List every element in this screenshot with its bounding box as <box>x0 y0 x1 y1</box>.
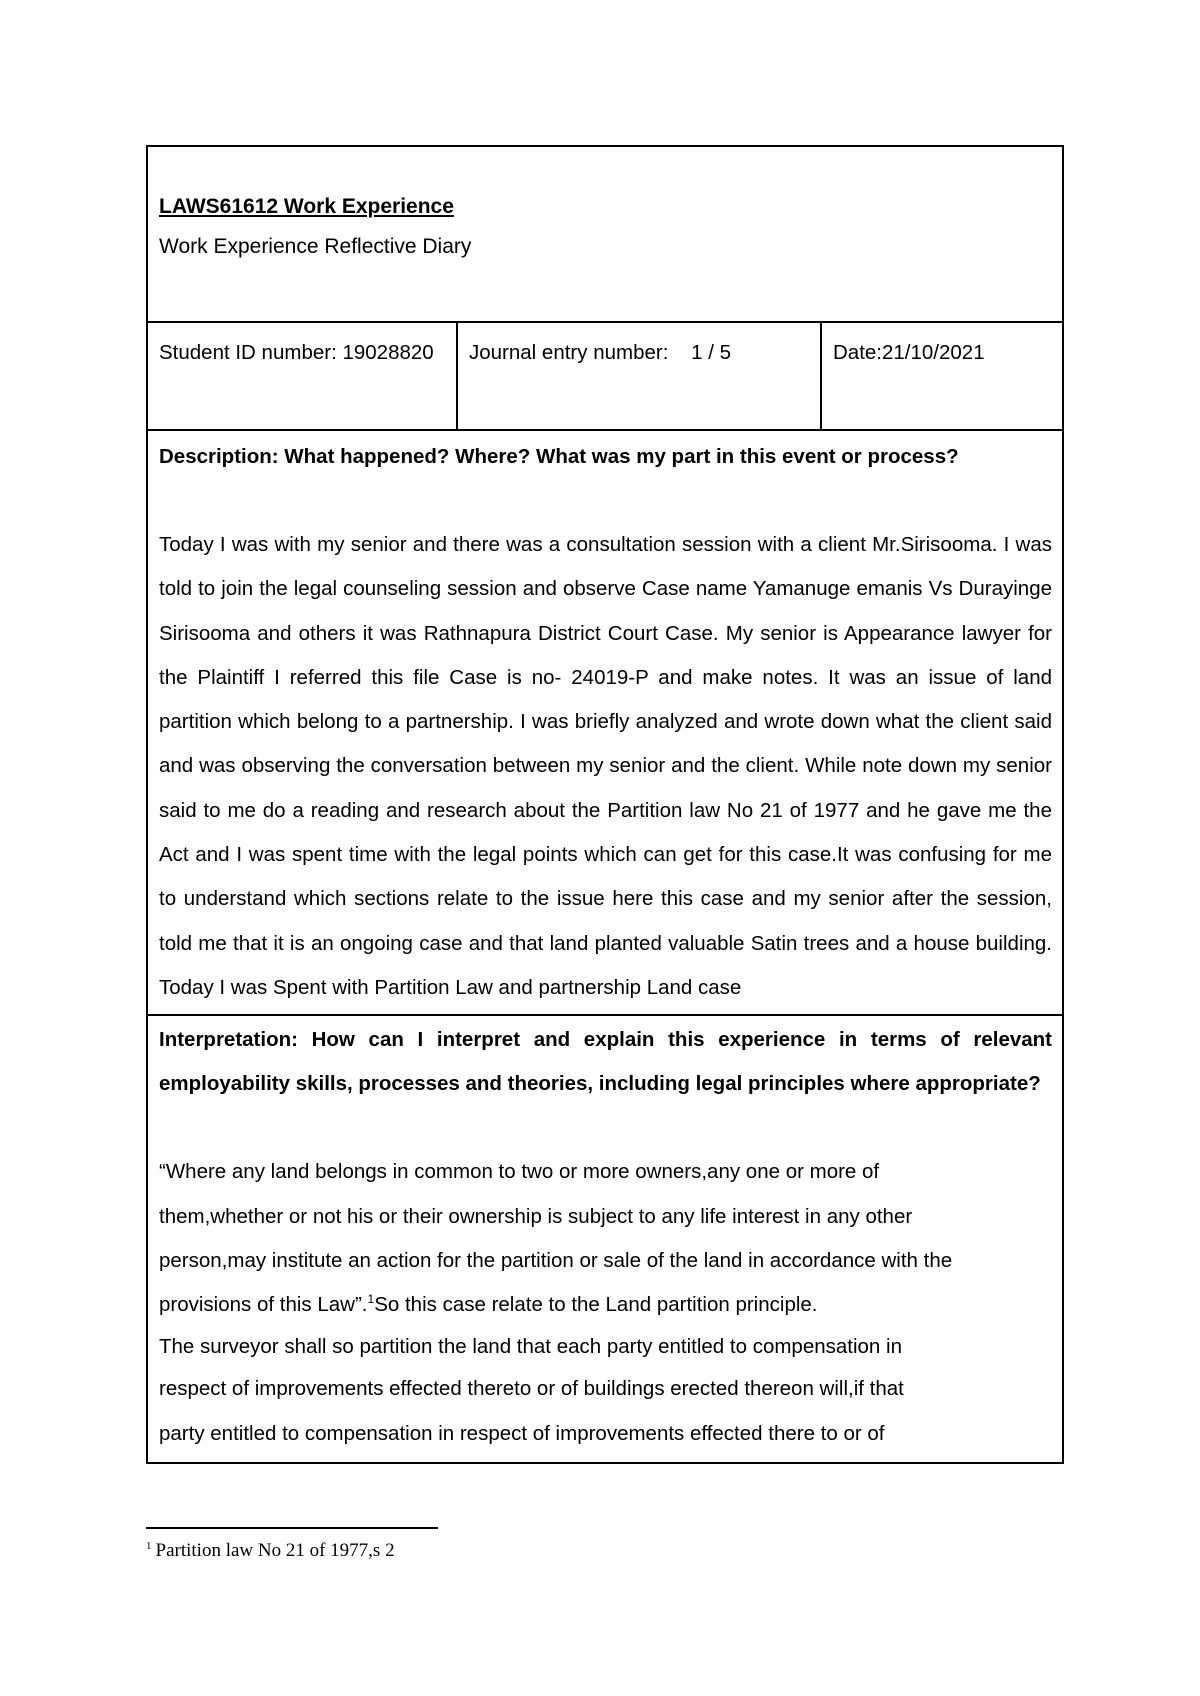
paragraph-line: party entitled to compensation in respect of improvements effected there to or of <box>159 1421 885 1445</box>
description-heading: Description: What happened? Where? What was my part in this event or process? <box>159 445 959 468</box>
quote-after: So this case relate to the Land partition principle. <box>374 1293 818 1317</box>
footnote-marker: 1 <box>146 1539 152 1552</box>
interpretation-heading: Interpretation: How can I interpret and explain this experience in terms of relevant employability skills, processes and theories, including legal principles where appropriate? <box>159 1028 1052 1096</box>
date-cell: Date:21/10/2021 <box>821 322 1063 430</box>
quote-end: provisions of this Law”. <box>159 1293 368 1317</box>
quote-line: “Where any land belongs in common to two or more owners,any one or more of <box>159 1160 880 1184</box>
interpretation-section <box>147 1015 1063 1463</box>
footnote <box>146 1540 395 1562</box>
description-section <box>147 430 1063 1015</box>
paragraph-line: The surveyor shall so partition the land that each party entitled to compensation in <box>159 1335 902 1359</box>
diary-title: Work Experience Reflective Diary <box>159 235 472 258</box>
student-id-cell: Student ID number: 19028820 <box>147 322 457 430</box>
quote-line: person,may institute an action for the partition or sale of the land in accordance with the <box>159 1248 953 1272</box>
footnote-reference[interactable]: 1 <box>367 1292 375 1307</box>
reflective-diary-table <box>146 145 1064 1464</box>
header-cell <box>147 146 1063 322</box>
quote-line: them,whether or not his or their ownership is subject to any life interest in any other <box>159 1204 913 1228</box>
journal-entry-cell: Journal entry number: 1 / 5 <box>457 322 821 430</box>
course-title: LAWS61612 Work Experience <box>159 195 454 218</box>
quote-final-line <box>159 1283 1052 1327</box>
paragraph-line: respect of improvements effected thereto or of buildings erected thereon will,if that <box>159 1377 904 1401</box>
footnote-separator <box>146 1527 438 1529</box>
description-body: Today I was with my senior and there was a consultation session with a client Mr.Sirisooma. I was told to join the legal counseling session and observe Case name Yamanuge emanis Vs Durayinge Sirisooma and others it was Rathnapura District Court Case. My senior is Appearance lawyer for the Plaintiff I referred this file Case is no- 24019-P and make notes. It was an issue of land partition which belong to a partnership. I was briefly analyzed and wrote down what the client said and was observing the conversation between my senior and the client. While note down my senior said to me do a reading and research about the Partition law No 21 of 1977 and he gave me the Act and I was spent time with the legal points which can get for this case.It was confusing for me to understand which sections relate to the issue here this case and my senior after the session, told me that it is an ongoing case and that land planted valuable Satin trees and a house building. Today I was Spent with Partition Law and partnership Land case <box>159 533 1052 999</box>
footnote-text: Partition law No 21 of 1977,s 2 <box>155 1540 395 1561</box>
